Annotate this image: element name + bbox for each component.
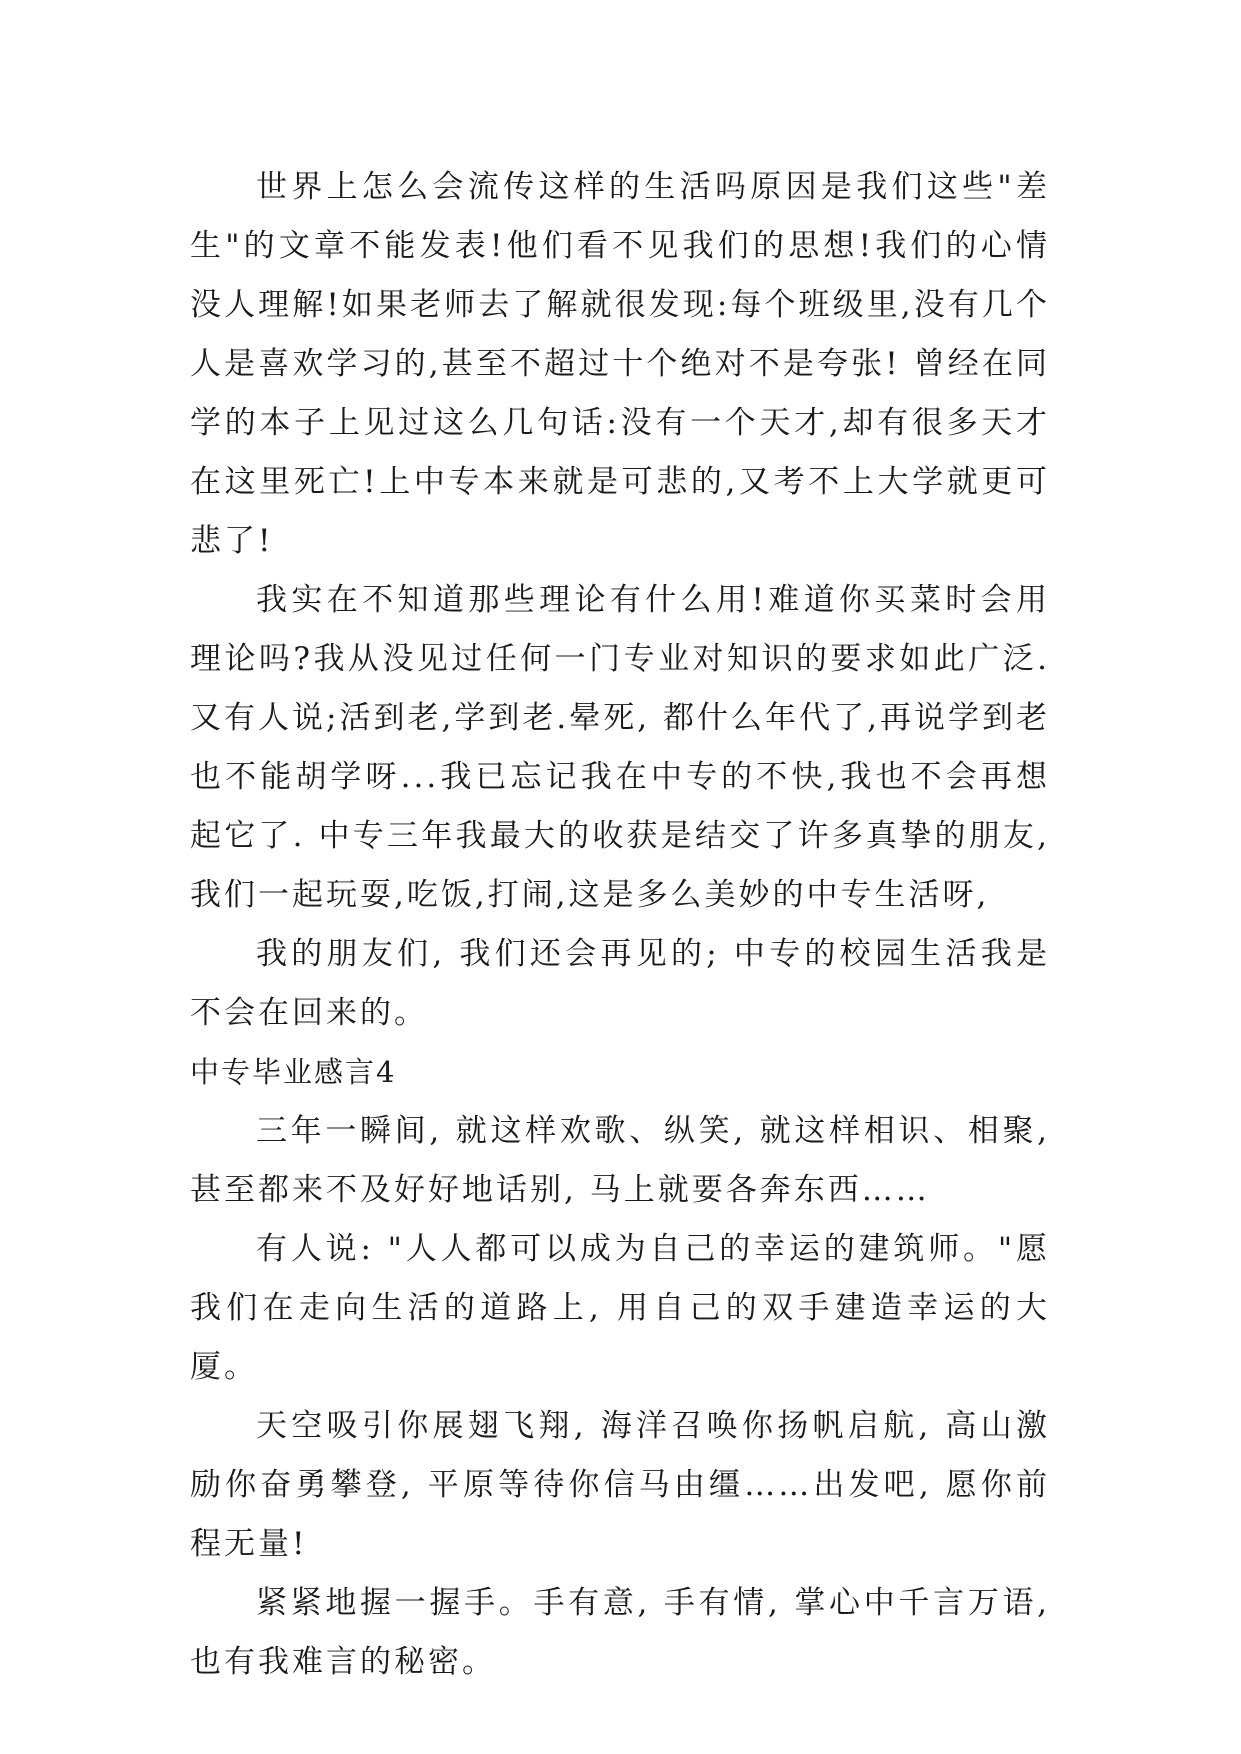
paragraph: 世界上怎么会流传这样的生活吗原因是我们这些"差生"的文章不能发表!他们看不见我们的思想!我们的心情没人理解!如果老师去了解就很发现:每个班级里,没有几个人是喜欢学习的,甚至不超过十个绝对不是夸张! 曾经在同学的本子上见过这么几句话:没有一个天才,却有很多天才在这里死亡!上中专本来就是可悲的,又考不上大学就更可悲了! xyxy=(190,169,1050,559)
section-heading: 中专毕业感言4 xyxy=(190,1055,397,1089)
paragraph: 天空吸引你展翅飞翔, 海洋召唤你扬帆启航, 高山激励你奋勇攀登, 平原等待你信马由缰……出发吧, 愿你前程无量! xyxy=(190,1408,1050,1562)
paragraph: 三年一瞬间, 就这样欢歌、纵笑, 就这样相识、相聚, 甚至都来不及好好地话别, 马上就要各奔东西…… xyxy=(190,1113,1050,1208)
paragraph: 有人说: "人人都可以成为自己的幸运的建筑师。"愿我们在走向生活的道路上, 用自己的双手建造幸运的大厦。 xyxy=(190,1231,1050,1385)
paragraph: 紧紧地握一握手。手有意, 手有情, 掌心中千言万语, 也有我难言的秘密。 xyxy=(190,1585,1050,1680)
paragraph: 我实在不知道那些理论有什么用!难道你买菜时会用理论吗?我从没见过任何一门专业对知识的要求如此广泛. 又有人说;活到老,学到老.晕死, 都什么年代了,再说学到老也不能胡学呀...我已忘记我在中专的不快,我也不会再想起它了. 中专三年我最大的收获是结交了许多真挚的朋友,我们一起玩耍,吃饭,打闹,这是多么美妙的中专生活呀, xyxy=(190,582,1050,913)
paragraph: 我的朋友们, 我们还会再见的; 中专的校园生活我是不会在回来的。 xyxy=(190,936,1050,1031)
document-body xyxy=(190,158,1050,1692)
